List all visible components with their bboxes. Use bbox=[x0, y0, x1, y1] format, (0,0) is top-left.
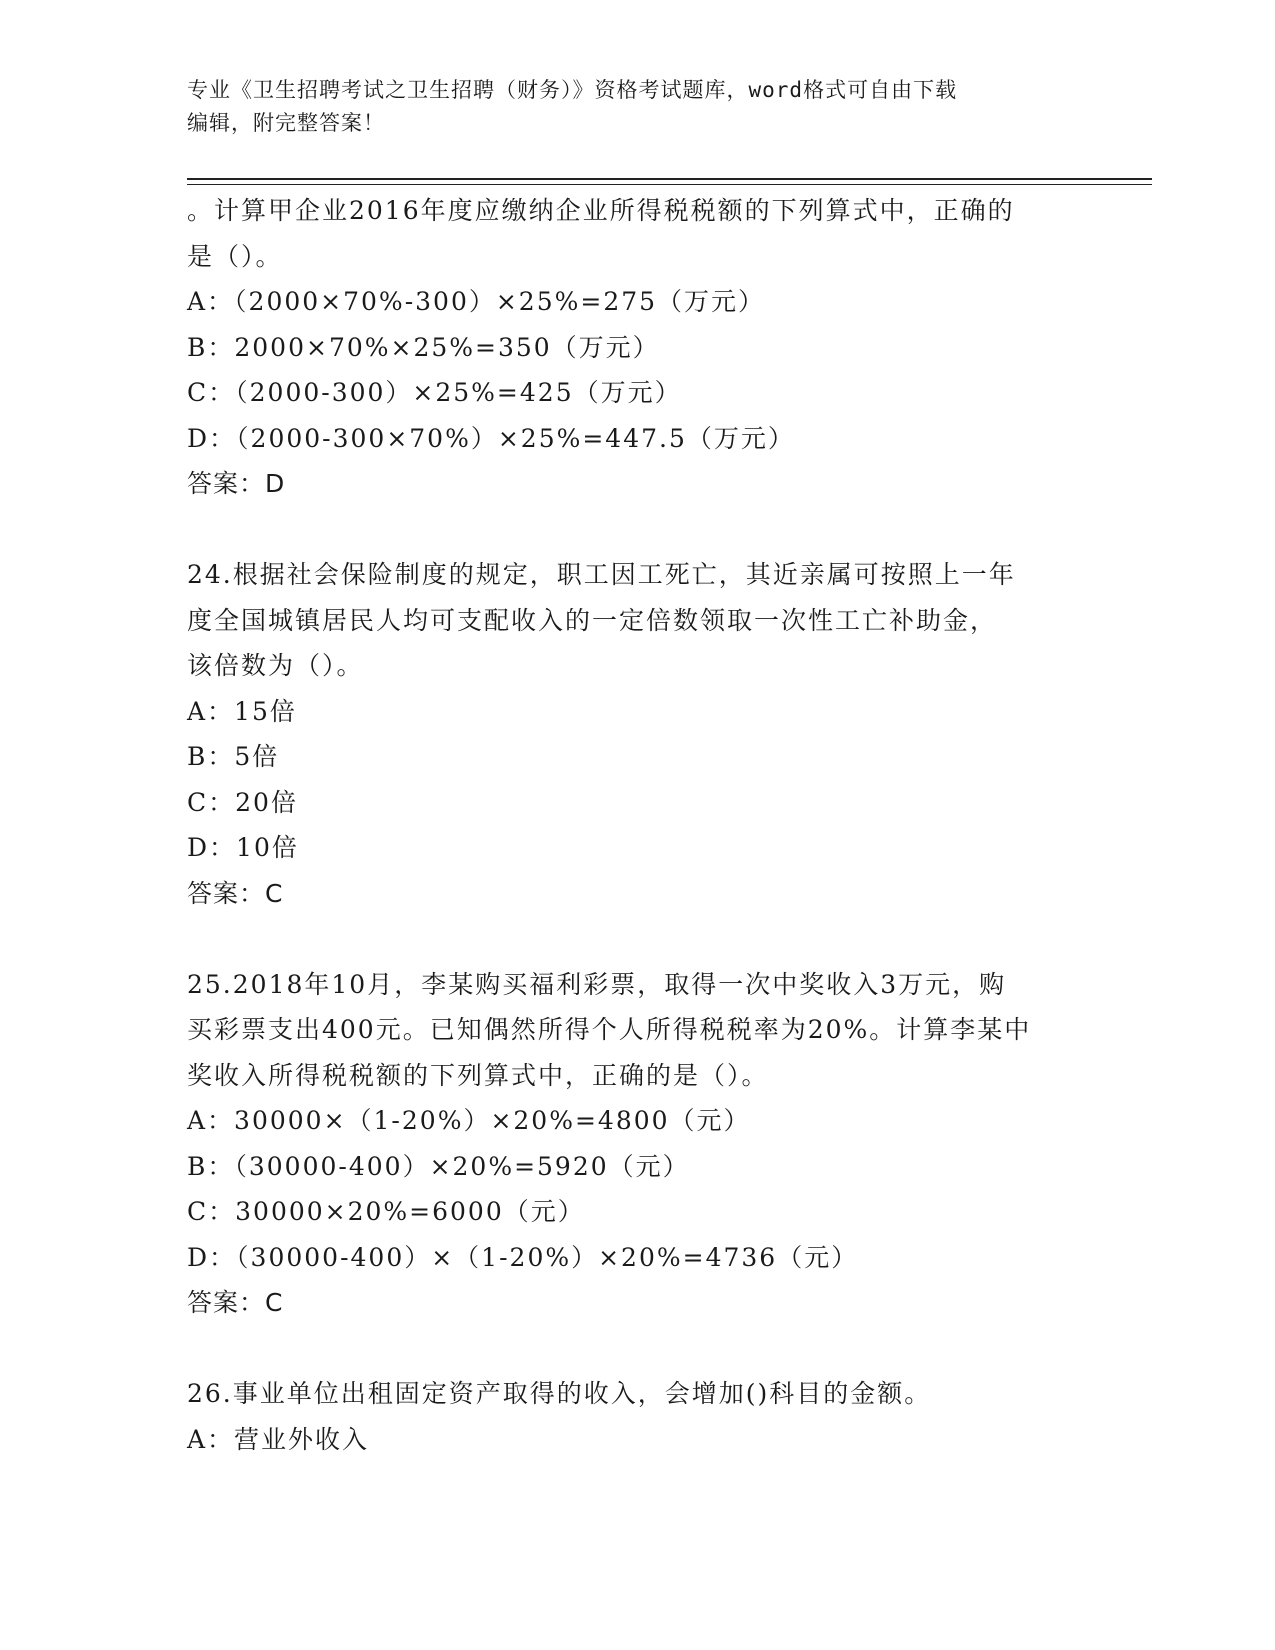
option-d: D：（2000-300×70%）×25%=447.5（万元） bbox=[187, 423, 795, 453]
option-b: B：2000×70%×25%=350（万元） bbox=[187, 332, 660, 362]
answer: 答案：C bbox=[187, 878, 284, 908]
question-26 bbox=[187, 1371, 1087, 1462]
answer: 答案：D bbox=[187, 469, 286, 498]
question-text: 是（）。 bbox=[187, 241, 283, 271]
header-line-1: 专业《卫生招聘考试之卫生招聘（财务）》资格考试题库，word格式可自由下载 bbox=[187, 78, 958, 102]
spacer bbox=[187, 916, 1087, 962]
question-list bbox=[187, 188, 1087, 1462]
header-rule-thick bbox=[187, 178, 1152, 180]
option-a: A：营业外收入 bbox=[187, 1424, 370, 1454]
spacer bbox=[187, 1326, 1087, 1372]
option-a: A：15倍 bbox=[187, 696, 297, 726]
question-text: 奖收入所得税税额的下列算式中，正确的是（）。 bbox=[187, 1060, 769, 1090]
header-line-2: 编辑，附完整答案！ bbox=[187, 111, 385, 135]
option-b: B：（30000-400）×20%=5920（元） bbox=[187, 1151, 690, 1181]
option-b: B：5倍 bbox=[187, 742, 280, 771]
option-c: C：30000×20%=6000（元） bbox=[187, 1197, 585, 1226]
document-header bbox=[187, 74, 1067, 140]
option-d: D：（30000-400）×（1-20%）×20%=4736（元） bbox=[187, 1242, 859, 1272]
spacer bbox=[187, 507, 1087, 553]
question-text: 。计算甲企业2016年度应缴纳企业所得税税额的下列算式中，正确的 bbox=[187, 196, 1015, 225]
question-text: 26.事业单位出租固定资产取得的收入，会增加()科目的金额。 bbox=[187, 1379, 932, 1408]
header-rule-thin bbox=[187, 184, 1152, 185]
question-text: 该倍数为（）。 bbox=[187, 651, 364, 680]
question-text: 24.根据社会保险制度的规定，职工因工死亡，其近亲属可按照上一年 bbox=[187, 560, 1016, 589]
question-text: 25.2018年10月，李某购买福利彩票，取得一次中奖收入3万元，购 bbox=[187, 969, 1007, 999]
question-23 bbox=[187, 188, 1087, 507]
question-text: 买彩票支出400元。已知偶然所得个人所得税税率为20%。计算李某中 bbox=[187, 1015, 1032, 1044]
option-a: A：（2000×70%-300）×25%=275（万元） bbox=[187, 287, 766, 316]
option-c: C：20倍 bbox=[187, 787, 298, 817]
option-a: A：30000×（1-20%）×20%=4800（元） bbox=[187, 1106, 751, 1135]
option-d: D：10倍 bbox=[187, 833, 299, 862]
question-text: 度全国城镇居民人均可支配收入的一定倍数领取一次性工亡补助金， bbox=[187, 605, 998, 635]
answer: 答案：C bbox=[187, 1288, 284, 1317]
question-25 bbox=[187, 962, 1087, 1326]
option-c: C：（2000-300）×25%=425（万元） bbox=[187, 378, 682, 407]
question-24 bbox=[187, 552, 1087, 916]
